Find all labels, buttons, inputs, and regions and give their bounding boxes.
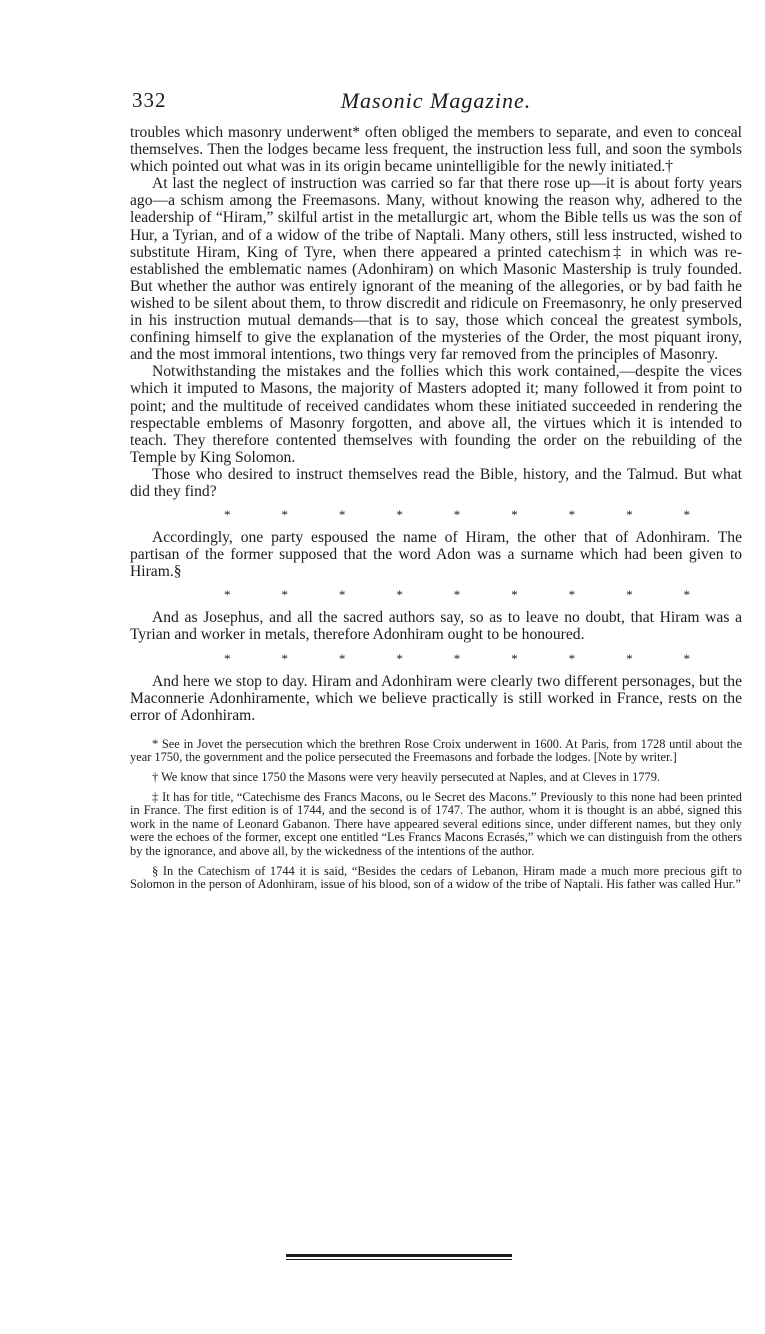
asterism-star: * xyxy=(224,507,231,523)
footnote: * See in Jovet the persecution which the brethren Rose Croix underwent in 1600. At Paris, from 1728 until about the year 1750, the government and the police persecuted the Freemasons and forbade the lodges. [Note by writer.] xyxy=(130,736,742,765)
paragraph: Accordingly, one party espoused the name of Hiram, the other that of Adonhiram. The partisan of the former supposed that the word Adon was a surname which had been given to Hiram.§ xyxy=(130,529,742,581)
asterism-star: * xyxy=(626,650,633,666)
asterism-star: * xyxy=(511,650,518,666)
asterism-star: * xyxy=(338,650,346,666)
asterism-star: * xyxy=(396,650,403,666)
asterism-star: * xyxy=(626,587,633,603)
asterism-break xyxy=(130,652,742,665)
asterism-star: * xyxy=(281,650,288,666)
footnote: † We know that since 1750 the Masons were very heavily persecuted at Naples, and at Cleves in 1779. xyxy=(152,770,661,784)
paragraph: troubles which masonry underwent* often obliged the members to separate, and even to conceal themselves. Then the lodges became less frequent, the instruction less full, and soon the symbols which pointed out what was in its origin became unintelligible for the newly initiated.† xyxy=(130,124,742,176)
running-title: Masonic Magazine. xyxy=(340,88,532,113)
paragraph: And here we stop to day. Hiram and Adonhiram were clearly two different personages, but the Maconnerie Adonhiramente, which we believe practically is still worked in France, rests on the error of Adonhiram. xyxy=(130,672,742,724)
paragraph: And as Josephus, and all the sacred authors say, so as to leave no doubt, that Hiram was a Tyrian and worker in metals, therefore Adonhiram ought to be honoured. xyxy=(130,609,742,644)
footnote: § In the Catechism of 1744 it is said, “Besides the cedars of Lebanon, Hiram made a much more precious gift to Solomon in the person of Adonhiram, issue of his blood, son of a widow of the tribe of Naptali. His father was called Hur.” xyxy=(130,863,742,892)
asterism-star: * xyxy=(281,507,288,523)
asterism-star: * xyxy=(338,587,346,603)
page-number: 332 xyxy=(132,88,167,112)
page-header xyxy=(130,84,742,124)
asterism-star: * xyxy=(453,650,461,666)
footnotes xyxy=(130,738,742,892)
asterism-star: * xyxy=(396,507,403,523)
asterism-star: * xyxy=(568,650,576,666)
magazine-page xyxy=(130,84,742,898)
paragraph: Those who desired to instruct themselves read the Bible, history, and the Talmud. But what did they find? xyxy=(130,465,742,500)
asterism-star: * xyxy=(511,587,518,603)
asterism-break xyxy=(130,588,742,601)
asterism-break xyxy=(130,508,742,521)
end-rule xyxy=(286,1254,512,1260)
asterism-star: * xyxy=(568,587,576,603)
footnote: ‡ It has for title, “Catechisme des Francs Macons, ou le Secret des Macons.” Previously to this none had been printed in France. The first edition is of 1744, and the second is of 1747. The author, whom it is thought is an abbé, signed this work in the name of Leonard Gabanon. There have appeared several editions since, under different names, but they only were the echoes of the former, except one entitled “Les Francs Macons Ecrasés,” which we can distinguish from the others by the ignorance, and above all, by the wickedness of the intentions of the author. xyxy=(130,789,742,858)
asterism-star: * xyxy=(683,507,690,523)
asterism-star: * xyxy=(338,507,346,523)
asterism-star: * xyxy=(683,650,690,666)
paragraph: At last the neglect of instruction was carried so far that there rose up—it is about forty years ago—a schism among the Freemasons. Many, without knowing the reason why, adhered to the leadership of “Hiram,” skilful artist in the metallurgic art, whom the Bible tells us was the son of Hur, a Tyrian, and of a widow of the tribe of Naptali. Many others, still less instructed, wished to substitute Hiram, King of Tyre, when there appeared a printed catechism‡ in which was re-established the emblematic names (Adonhiram) on which Masonic Mastership is truly founded. But whether the author was entirely ignorant of the meaning of the allegories, or by bad faith he wished to be silent about them, to throw discredit and ridicule on Freemasonry, he only preserved in his instruction mutual demands—that is to say, those which conceal the greatest symbols, confining himself to give the explanation of the mysteries of the Order, the most piquant irony, and the most immoral intentions, two things very far removed from the principles of Masonry. xyxy=(130,175,742,364)
asterism-star: * xyxy=(453,587,461,603)
article-body xyxy=(130,124,742,724)
asterism-star: * xyxy=(626,507,633,523)
asterism-star: * xyxy=(453,507,461,523)
asterism-star: * xyxy=(281,587,288,603)
asterism-star: * xyxy=(683,587,690,603)
asterism-star: * xyxy=(224,650,231,666)
end-rule-thin xyxy=(286,1259,512,1260)
paragraph: Notwithstanding the mistakes and the follies which this work contained,—despite the vices which it imputed to Masons, the majority of Masters adopted it; many followed it from point to point; and the multitude of received candidates whom these initiated succeeded in rendering the respectable emblems of Masonry forgotten, and above all, the virtues which it is intended to teach. They therefore contented themselves with founding the order on the rebuilding of the Temple by King Solomon. xyxy=(130,363,742,466)
asterism-star: * xyxy=(568,507,576,523)
asterism-star: * xyxy=(224,587,231,603)
asterism-star: * xyxy=(511,507,518,523)
asterism-star: * xyxy=(396,587,403,603)
end-rule-thick xyxy=(286,1254,512,1257)
